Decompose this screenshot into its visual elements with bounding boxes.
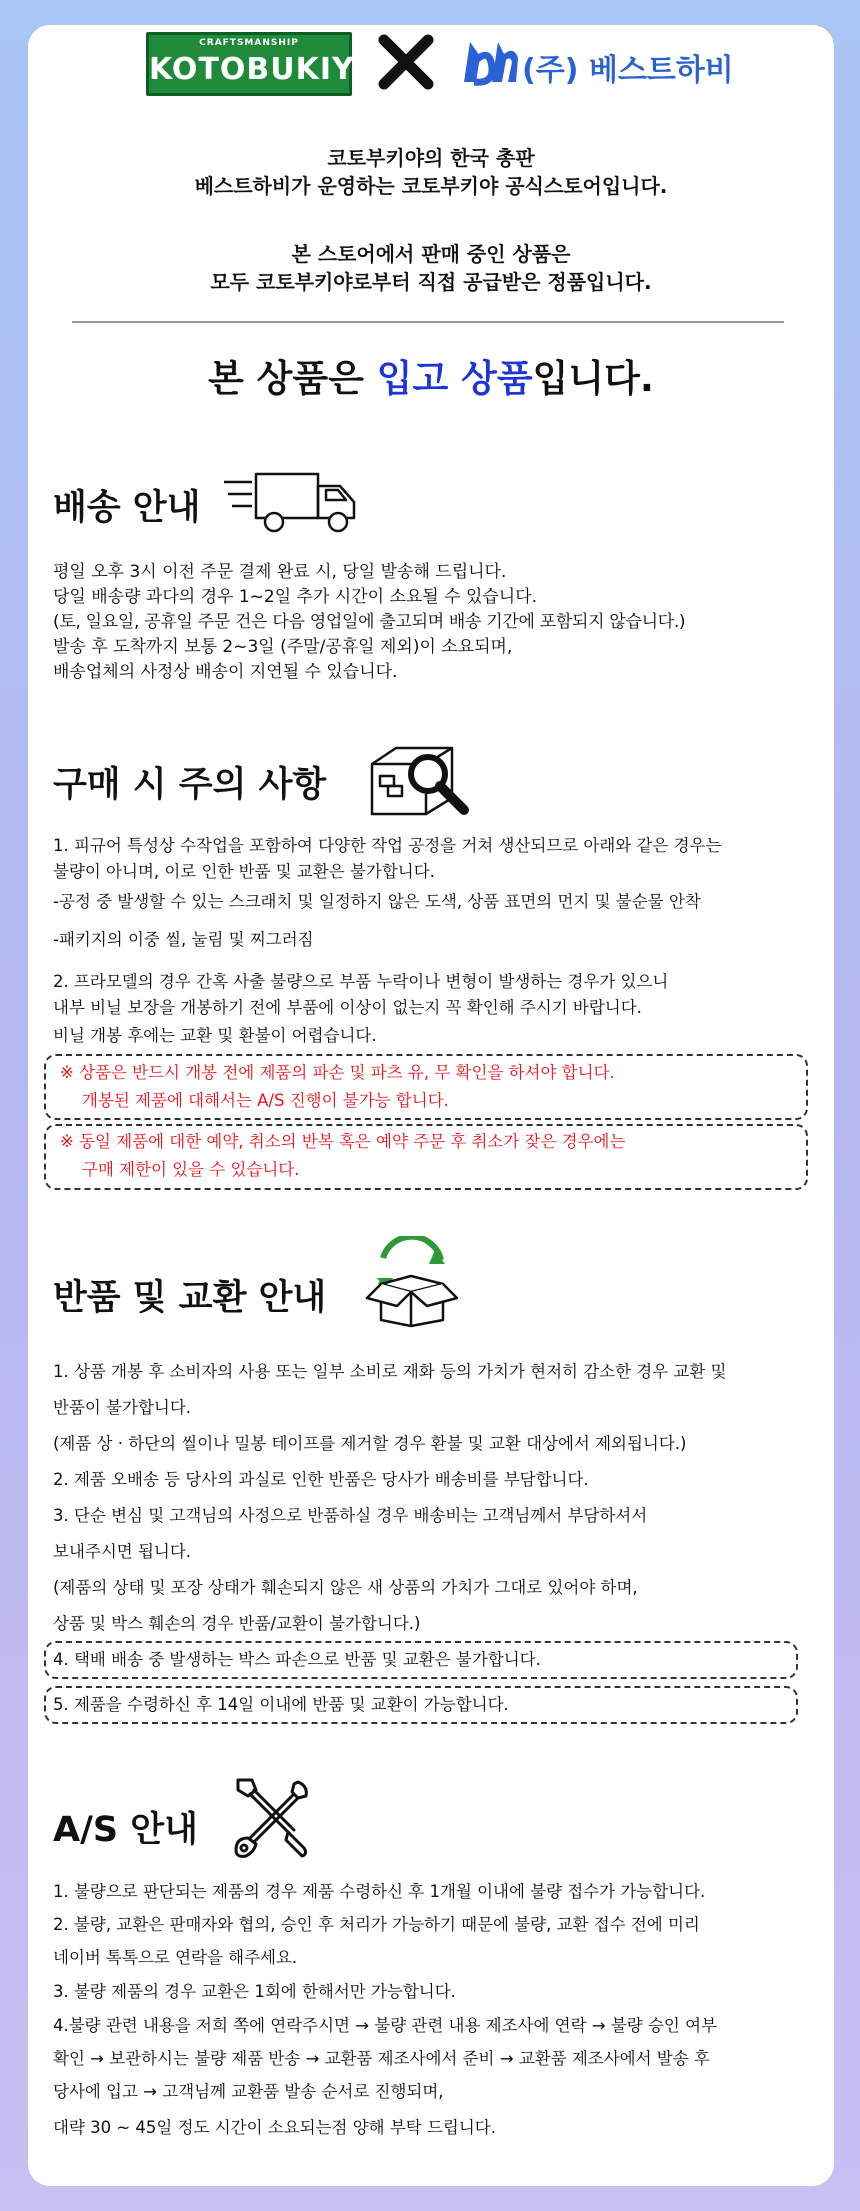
caution-box1-line-1: ※ 상품은 반드시 개봉 전에 제품의 파손 및 파츠 유, 무 확인을 하셔야 합니다. [60, 1063, 615, 1082]
shipping-line-3: (토, 일요일, 공휴일 주문 건은 다음 영업일에 출고되며 배송 기간에 포함되지 않습니다.) [53, 612, 686, 632]
shipping-line-1: 평일 오후 3시 이전 주문 결제 완료 시, 당일 발송해 드립니다. [53, 562, 507, 582]
returns-line-1: 1. 상품 개봉 후 소비자의 사용 또는 일부 소비로 재화 등의 가치가 현저히 감소한 경우 교환 및 [53, 1362, 727, 1381]
as-line-5: 4.불량 관련 내용을 저희 쪽에 연락주시면 → 불량 관련 내용 제조사에 연락 → 불량 승인 여부 [53, 2016, 717, 2035]
as-line-6: 확인 → 보관하시는 불량 제품 반송 → 교환품 제조사에서 준비 → 교환품 제조사에서 발송 후 [53, 2049, 710, 2068]
divider [72, 321, 784, 323]
stock-notice [28, 348, 834, 402]
collaboration-cross-icon [378, 34, 434, 90]
intro-line-4: 모두 코토부키야로부터 직접 공급받은 정품입니다. [210, 270, 652, 294]
caution-box2-line-1: ※ 동일 제품에 대한 예약, 취소의 반복 혹은 예약 주문 후 취소가 잦은 경우에는 [60, 1132, 626, 1151]
as-line-1: 1. 불량으로 판단되는 제품의 경우 제품 수령하신 후 1개월 이내에 불량 접수가 가능합니다. [53, 1882, 706, 1901]
caution-p1-line-3: -공정 중 발생할 수 있는 스크래치 및 일정하지 않은 도색, 상품 표면의 먼지 및 불순물 안착 [53, 892, 701, 911]
kotobukiya-logo [146, 32, 377, 96]
returns-line-4: 2. 제품 오배송 등 당사의 과실로 인한 반품은 당사가 배송비를 부담합니다. [53, 1470, 589, 1489]
as-line-8: 대략 30 ~ 45일 정도 시간이 소요되는점 양해 부탁 드립니다. [53, 2118, 496, 2137]
caution-p2-line-1: 2. 프라모델의 경우 간혹 사출 불량으로 부품 누락이나 변형이 발생하는 경우가 있으니 [53, 972, 669, 991]
intro-line-2: 베스트하비가 운영하는 코토부키야 공식스토어입니다. [194, 174, 668, 198]
besthobby-logo-text: (주) 베스트하비 [522, 53, 734, 88]
stock-notice-prefix: 본 상품은 [208, 357, 377, 400]
box-magnifier-icon [366, 740, 472, 816]
caution-p2-line-3: 비닐 개봉 후에는 교환 및 환불이 어렵습니다. [53, 1026, 377, 1045]
as-title: A/S 안내 [53, 1810, 198, 1850]
returns-line-5: 3. 단순 변심 및 고객님의 사정으로 반품하실 경우 배송비는 고객님께서 부담하셔서 [53, 1506, 648, 1525]
returns-line-6: 보내주시면 됩니다. [53, 1542, 192, 1561]
as-line-4: 3. 불량 제품의 경우 교환은 1회에 한해서만 가능합니다. [53, 1982, 456, 2001]
shipping-line-5: 배송업체의 사정상 배송이 지연될 수 있습니다. [53, 662, 398, 682]
caution-box2-line-2: 구매 제한이 있을 수 있습니다. [82, 1160, 300, 1179]
delivery-truck-icon [222, 468, 367, 536]
returns-title: 반품 및 교환 안내 [53, 1278, 327, 1318]
returns-line-8: 상품 및 박스 훼손의 경우 반품/교환이 불가합니다.) [53, 1614, 421, 1633]
besthobby-logo-icon [460, 38, 518, 88]
returns-box-line-2: 5. 제품을 수령하신 후 14일 이내에 반품 및 교환이 가능합니다. [53, 1695, 509, 1714]
returns-line-3: (제품 상 · 하단의 씰이나 밀봉 테이프를 제거할 경우 환불 및 교환 대상에서 제외됩니다.) [53, 1434, 687, 1453]
wrench-screwdriver-icon [228, 1776, 312, 1860]
as-line-7: 당사에 입고 → 고객님께 교환품 발송 순서로 진행되며, [53, 2082, 444, 2101]
stock-notice-highlight: 입고 상품 [376, 357, 533, 400]
caution-box1-line-2: 개봉된 제품에 대해서는 A/S 진행이 불가능 합니다. [82, 1091, 449, 1110]
caution-p1-line-4: -패키지의 이중 씰, 눌림 및 찌그러짐 [53, 930, 314, 949]
caution-p2-line-2: 내부 비닐 보장을 개봉하기 전에 부품에 이상이 없는지 꼭 확인해 주시기 바랍니다. [53, 998, 642, 1017]
returns-line-7: (제품의 상태 및 포장 상태가 훼손되지 않은 새 상품의 가치가 그대로 있어야 하며, [53, 1578, 638, 1597]
caution-title: 구매 시 주의 사항 [53, 765, 327, 805]
returns-box-line-1: 4. 택배 배송 중 발생하는 박스 파손으로 반품 및 교환은 불가합니다. [53, 1650, 541, 1669]
box-exchange-icon [363, 1236, 459, 1328]
as-line-3: 네이버 톡톡으로 연락을 해주세요. [53, 1948, 298, 1967]
shipping-title: 배송 안내 [53, 488, 201, 528]
returns-line-2: 반품이 불가합니다. [53, 1398, 192, 1417]
caution-p1-line-1: 1. 피규어 특성상 수작업을 포함하여 다양한 작업 공정을 거쳐 생산되므로 아래와 같은 경우는 [53, 836, 722, 855]
shipping-line-2: 당일 배송량 과다의 경우 1~2일 추가 시간이 소요될 수 있습니다. [53, 587, 538, 607]
caution-p1-line-2: 불량이 아니며, 이로 인한 반품 및 교환은 불가합니다. [53, 862, 435, 881]
as-line-2: 2. 불량, 교환은 판매자와 협의, 승인 후 처리가 가능하기 때문에 불량, 교환 접수 전에 미리 [53, 1915, 700, 1934]
shipping-line-4: 발송 후 도착까지 보통 2~3일 (주말/공휴일 제외)이 소요되며, [53, 637, 513, 657]
stock-notice-suffix: 입니다. [532, 357, 654, 400]
kotobukiya-logo-name: KOTOBUKIYA [149, 52, 377, 87]
kotobukiya-logo-tagline: CRAFTSMANSHIP [199, 38, 299, 48]
intro-line-3: 본 스토어에서 판매 중인 상품은 [291, 242, 571, 266]
intro-line-1: 코토부키야의 한국 총판 [327, 146, 535, 170]
